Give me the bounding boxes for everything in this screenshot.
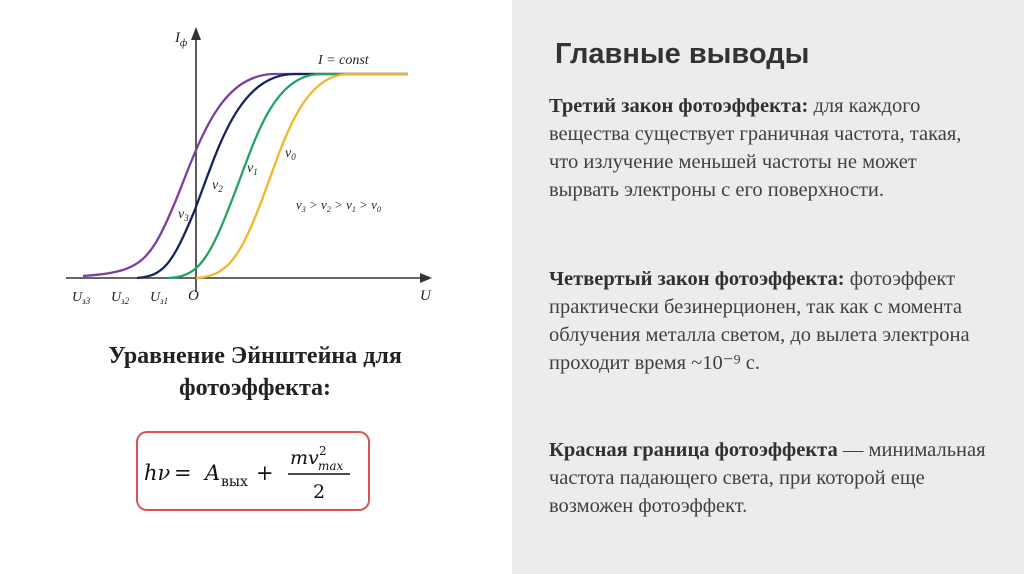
- tick-label-us2: $U_{з2}$: [111, 290, 130, 306]
- curve-label-v0: $\nu_0$: [285, 146, 296, 162]
- svg-text:2: 2: [319, 444, 327, 458]
- svg-text:вых: вых: [221, 474, 248, 490]
- equation-heading-line1: Уравнение Эйнштейна для: [108, 343, 402, 369]
- curve-label-v3: $\nu_3$: [178, 207, 189, 223]
- red-limit-paragraph: [549, 436, 989, 520]
- svg-text:=: =: [174, 461, 192, 485]
- origin-label: O: [188, 288, 199, 304]
- red-limit-title: Красная граница фотоэффекта: [549, 439, 838, 461]
- y-axis-label: $I_ф$: [175, 30, 188, 49]
- const-label: I = const: [318, 53, 369, 68]
- x-axis-label: U: [420, 288, 431, 304]
- curve-label-v1: $\nu_1$: [247, 161, 258, 177]
- svg-text:2: 2: [313, 481, 326, 503]
- fourth-law-paragraph: [549, 265, 989, 377]
- equation-heading-line2: фотоэффекта:: [178, 375, 332, 401]
- page-title: Главные выводы: [555, 38, 810, 70]
- svg-text:hν: hν: [144, 461, 171, 485]
- svg-text:max: max: [318, 459, 344, 473]
- svg-text:A: A: [205, 461, 221, 485]
- tick-label-us3: $U_{з3}$: [72, 290, 91, 306]
- svg-text:+: +: [256, 461, 274, 485]
- fourth-law-text: фотоэффект практически безинерционен, так как с момента облучения металла светом, до вылета электрона проходит время ~10⁻⁹ с.: [549, 268, 970, 374]
- curve-label-v2: $\nu_2$: [212, 178, 223, 194]
- third-law-text: для каждого вещества существует граничная частота, такая, что излучение меньшей частоты не может вырвать электроны с его поверхности.: [549, 95, 962, 201]
- frequency-relation: $\nu_3 > \nu_2 > \nu_1 > \nu_0$: [296, 197, 381, 214]
- third-law-title: Третий закон фотоэффекта:: [549, 95, 809, 117]
- tick-label-us1: $U_{з1}$: [150, 290, 169, 306]
- fourth-law-title: Четвертый закон фотоэффекта:: [549, 268, 845, 290]
- red-limit-text: — минимальная частота падающего света, при которой еще возможен фотоэффект.: [549, 439, 986, 517]
- svg-text:mv: mv: [290, 447, 319, 469]
- third-law-paragraph: [549, 92, 989, 204]
